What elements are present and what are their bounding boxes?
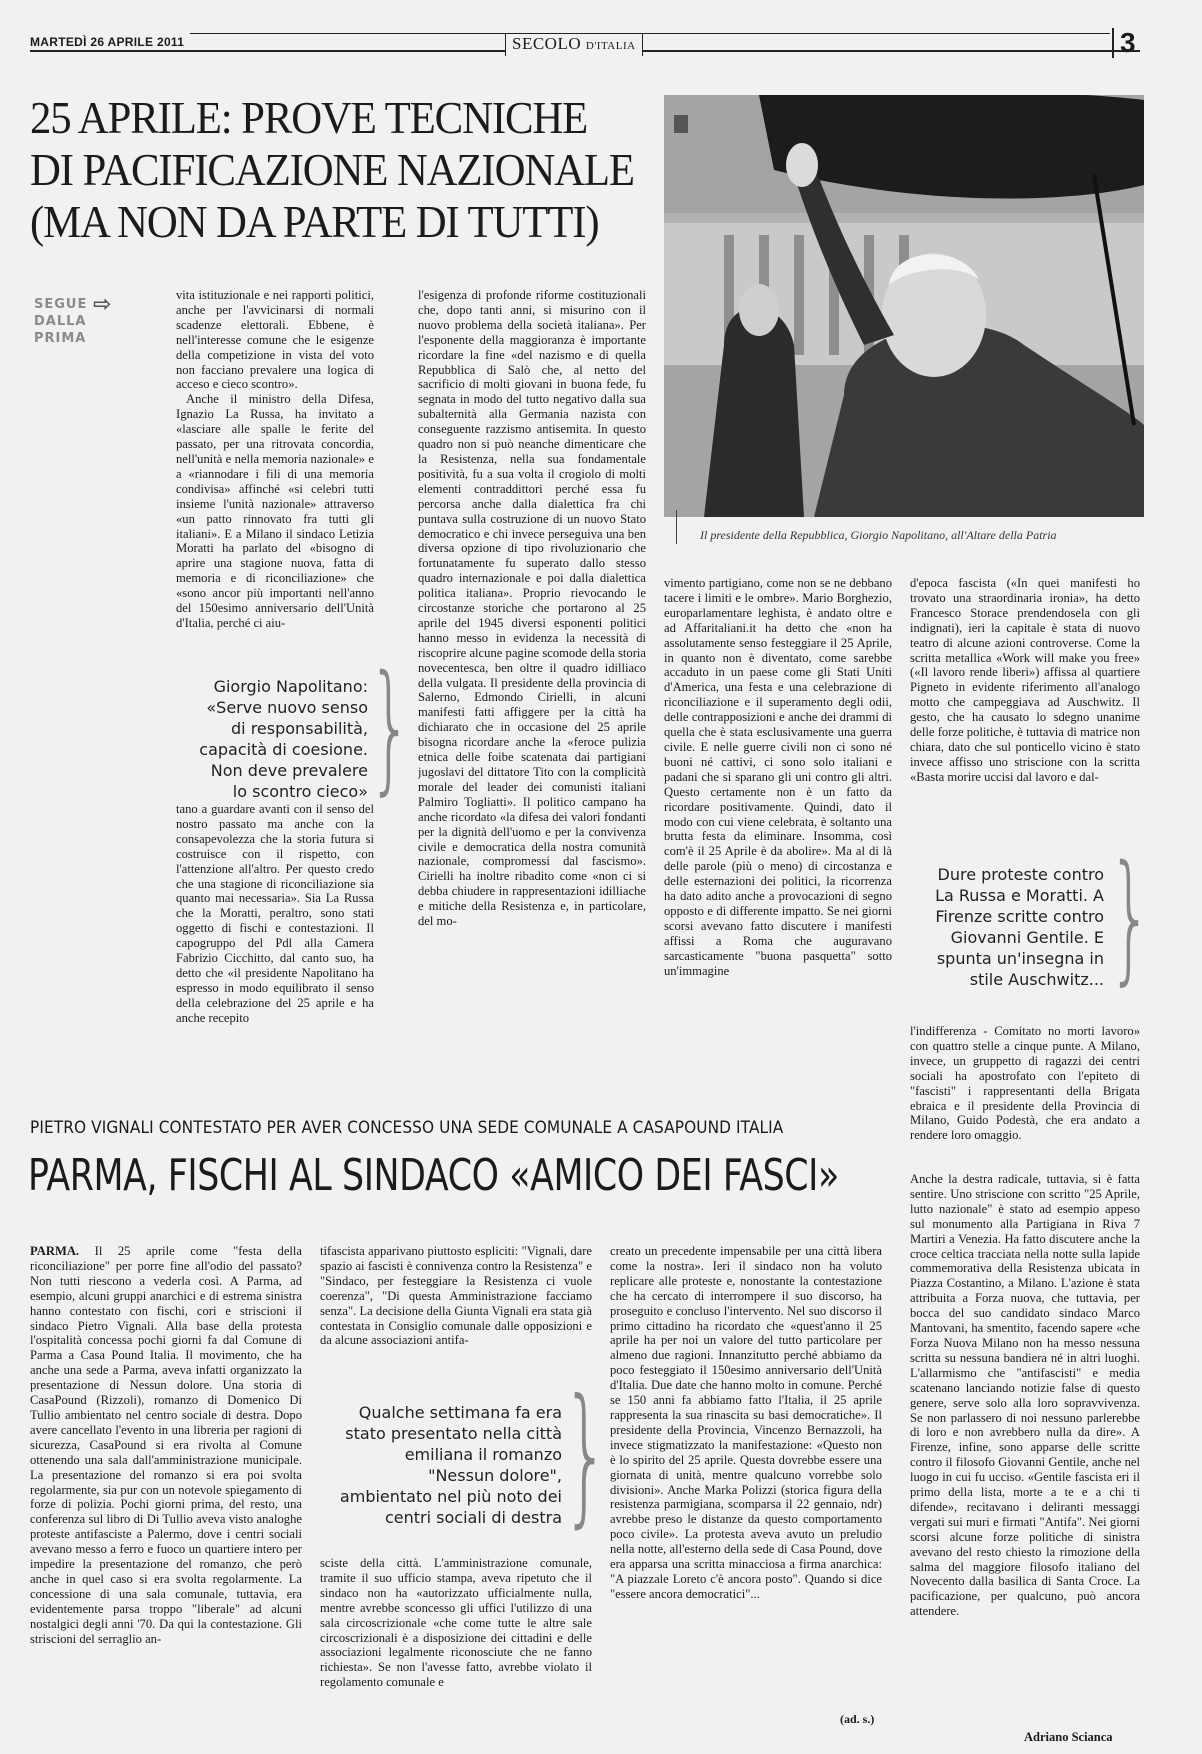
paragraph: l'indifferenza - Comitato no morti lavoro» con quattro stelle a cinque punte. A Milano, invece, un gruppetto di ragazzi dei centri sociali ha apostrofato con l'epiteto di "fascisti" i rappresentanti della Brigata ebraica e il presidente della Provincia di Milano, Guido Podestà, che era andato a rendere loro omaggio. [910, 1024, 1140, 1143]
story2-pullquote: Qualche settimana fa era stato presentato nella città emiliana il romanzo "Nessun dolore", ambientato nel più noto dei centri sociali di destra [339, 1403, 562, 1527]
paragraph: creato un precedente impensabile per una città libera come la nostra». Ieri il sindaco non ha voluto replicare alle proteste e, nonostante la contestazione che ha cercato di interrompere il suo discorso, ha proseguito e concluso l'intervento. Nel suo discorso il primo cittadino ha ricordato che «quest'anno il 25 aprile ha per noi un valore del tutto particolare per almeno due ragioni. Innanzitutto perché abbiamo da poco festeggiato il 150esimo anniversario dell'Unità d'Italia. Due date che hanno molto in comune. Perché se 150 anni fa abbiamo fatto l'Italia, il 25 aprile rappresenta la sua rinascita su basi democratiche». Il presidente della Provincia, Vincenzo Bernazzoli, ha invece stigmatizzato la manifestazione: «Questo non è lo spirito del 25 aprile. Questa dovrebbe essere una giornata di unità, mentre qualcuno vorrebbe solo divisioni». Anche Marka Polizzi (storica figura della resistenza parmigiana, scomparsa il 22 gennaio, ndr) avrebbe preso le distanze da questo comportamento poco civile». La protesta aveva avuto un preludio nella notte, all'esterno della sede di Casa Pound, dove era apparsa una scritta minacciosa a firma anarchica: "A piazzale Loreto c'è ancora posto". Quando si dice "essere ancora democratici"... [610, 1244, 882, 1601]
headline-line-1: 25 APRILE: PROVE TECNICHE [30, 92, 588, 143]
paragraph: tano a guardare avanti con il senso del nostro passato ma anche con la consapevolezza che la storia futura si costruisce con il rispetto, con l'attenzione all'altro. Per questo credo che una stagione di riconciliazione sia quanto mai necessaria». Sia La Russa che la Moratti, peraltro, sono stati oggetto di fischi e contestazioni. Il capogruppo del Pdl alla Camera Fabrizio Cicchitto, dal canto suo, ha detto che «il presidente Napolitano ha espresso in modo equilibrato il senso della celebrazione del 25 aprile e ha anche recepito [176, 802, 374, 1025]
signature-initials: (ad. s.) [840, 1712, 875, 1726]
photo-caption: Il presidente della Repubblica, Giorgio Napolitano, all'Altare della Patria [700, 528, 1057, 542]
story1-pullquote-2: Dure proteste contro La Russa e Moratti. A Firenze scritte contro Giovanni Gentile. E spunta un'insegna in stile Auschwitz... [935, 865, 1104, 989]
pullquote-brace-icon: } [368, 646, 413, 809]
paragraph: tifascista apparivano piuttosto espliciti: "Vignali, dare spazio ai fascisti è connivenza contro la Resistenza" e "Sindaco, per festeggiare la Resistenza ci vuole coerenza", "Di questa Amministrazione facciamo senza". La decisione della Giunta Vignali era stata già contestata in Consiglio comunale dalle opposizioni e da alcune associazioni antifa- [320, 1244, 592, 1348]
story1-column-4-bottom [910, 1024, 1140, 1170]
paragraph: Anche la destra radicale, tuttavia, si è fatta sentire. Uno striscione con scritto "25 Aprile, lutto nazionale" è stato ad esempio appeso sul monumento alla Partigiana in Riva 7 Martiri a Venezia. Ha fatto discutere anche la croce celtica tracciata nella notte sulla lapide commemorativa della Resistenza ubicata in Piazza Costantino, a Milano. L'azione è stata attribuita a Forza nuova, che tuttavia, per bocca del suo candidato sindaco Marco Mantovani, ha smentito, facendo sapere «che Forza Nuova Milano non ha messo nessuna scritta su nessuna bandiera né in altri luoghi. L'allarmismo che "antifascisti" e media scatenano lanciando notizie false di questo genere, serve solo alla loro sopravvivenza. Se non parlassero di noi nessuno parlerebbe di loro e non avrebbero nulla da dire». A Firenze, infine, sono apparse delle scritte contro il filosofo Giovanni Gentile, anche nel luogo in cui fu ucciso. «Gentile fascista eri il primo della lista, morte a te e a chi ti difende», recitavano i deliranti messaggi vergati sui muri e firmati "Antifa". Nei giorni scorsi alcune forze politiche di sinistra avevano del resto chiesto la rimozione della salma del maggiore filosofo italiano del Novecento dalla basilica di Santa Croce. La pacificazione, per qualcuno, può ancora attendere. [910, 1172, 1140, 1619]
story1-column-4-top [910, 576, 1140, 832]
story2-brace-icon: } [562, 1368, 610, 1542]
dateline: PARMA. [30, 1244, 80, 1258]
story2-column-1 [30, 1244, 302, 1738]
header-date: MARTEDÌ 26 APRILE 2011 [30, 35, 185, 49]
story1-column-1-bottom [176, 802, 374, 1056]
story2-headline: PARMA, FISCHI AL SINDACO «AMICO DEI FASCI» [28, 1150, 839, 1201]
header-rule-top [190, 33, 1110, 34]
paragraph: vimento partigiano, come non se ne debbano tacere i limiti e le ombre». Mario Borghezio, europarlamentare leghista, è andato oltre e ad Affaritaliani.it ha detto che «non ha assolutamente senso festeggiare il 25 Aprile, in quanto non è diventato, come sarebbe accaduto in un paese come gli Stati Uniti d'America, una festa e una celebrazione di riconciliazione e il superamento degli odii, delle contrapposizioni e anche dei drammi di quella che è stata esclusivamente una guerra civile. E nelle guerre civili non ci sono né buoni né cattivi, ci sono solo italiani e padani che si sparano gli uni contro gli altri. Questo certamente non è un fatto da ricordare positivamente. Quindi, dato il modo con cui viene celebrata, è soltanto una brutta festa da eliminare. Insomma, così com'è il 25 Aprile è da abolire». Ma al di là delle parole (più o meno) di circostanza e delle esternazioni dei politici, la ricorrenza ha dato adito anche a provocazioni di segno opposto e di differente impatto. Se nei giorni scorsi avevano fatto discutere i manifesti affissi a Roma che auguravano sarcasticamente "buona pasquetta" sotto un'immagine [664, 576, 892, 978]
paper-name: SECOLO [512, 34, 582, 53]
seque-line-2: DALLA [34, 314, 87, 329]
paragraph: sciste della città. L'amministrazione comunale, tramite il suo ufficio stampa, aveva ripetuto che il sindaco non ha «autorizzato ufficialmente nulla, mentre avrebbe sconcesso gli uffici l'utilizzo di una sala circoscrizionale «che come tutte le altre sale circoscrizionali è a disposizione dei cittadini e delle associazioni legalmente riconosciute che ne fanno richiesta». Se non l'avesse fatto, avrebbe violato il regolamento comunale e [320, 1556, 592, 1690]
signature-author: Adriano Scianca [1024, 1730, 1113, 1744]
story1-column-3 [664, 576, 892, 1056]
story2-column-2-bottom [320, 1556, 592, 1736]
story2-kicker: PIETRO VIGNALI CONTESTATO PER AVER CONCESSO UNA SEDE COMUNALE A CASAPOUND ITALIA [30, 1118, 784, 1137]
story2-column-4 [910, 1172, 1140, 1726]
page-number: 3 [1112, 28, 1136, 58]
caption-rule [676, 510, 677, 544]
headline-line-2: DI PACIFICAZIONE NAZIONALE [30, 144, 634, 195]
story1-column-1-top [176, 288, 374, 644]
photo-napolitano [664, 95, 1144, 517]
story2-column-2-top [320, 1244, 592, 1364]
story1-pullquote: Giorgio Napolitano: «Serve nuovo senso di responsabilità, capacità di coesione. Non deve prevalere lo scontro cieco» [199, 677, 368, 801]
paragraph: d'epoca fascista («In quei manifesti ho trovato una straordinaria ironia», ha detto Francesco Storace prendendosela con gli indignati), ieri la capitale è stata di nuovo teatro di alcune azioni controverse. Come la scritta metallica «Work will make you free» («Il lavoro rende liberi») affissa al quartiere Pigneto in evidente riferimento all'analogo motto che campeggiava ad Auschwitz. Il gesto, che ha causato lo sdegno unanime delle forze politiche, è tuttavia di matrice non chiara, dato che sul ponticello vicino è stato invece affisso uno striscione con la scritta «Basta morire uccisi dal lavoro e dal- [910, 576, 1140, 784]
paragraph: Anche il ministro della Difesa, Ignazio La Russa, ha invitato a «lasciare alle spalle le ferite del passato, per una ritrovata concordia, nell'unità e nella memoria nazionale» e a «riannodare i fili di una memoria condivisa» affinché «si celebri tutti insieme l'unità nazionale» attraverso «un patto rinnovato fra tutti gli italiani». E a Milano il sindaco Letizia Moratti ha parlato del «bisogno di aprire una stagione nuova, fatta di memoria e di riconciliazione» che «sono ancor più importanti nell'anno del 150esimo anniversario dell'Unità d'Italia, perché ci aiu- [176, 392, 374, 630]
seque-line-3: PRIMA [34, 331, 87, 346]
photo-illustration [664, 95, 1144, 517]
paragraph-text: Il 25 aprile come "festa della riconciliazione" per porre fine all'odio del passato? Non tutti riescono a vederla così. A Parma, ad esempio, alcuni gruppi anarchici e di estrema sinistra hanno contestato con fischi, cori e striscioni il sindaco Pietro Vignali. Alla base della protesta l'ospitalità concessa pochi giorni fa dal Comune di Parma a Casa Pound Italia. Il movimento, che ha anche una sede a Parma, aveva infatti organizzato la presentazione di Nessun dolore. Una storia di CasaPound (Rizzoli), romanzo di Domenico Di Tullio ambientato nel centro sociale di destra. Dopo avere cancellato l'evento in una libreria per ragioni di sicurezza, CasaPound si era rivolta al Comune ottenendo una sala dall'amministrazione municipale. La presentazione del romanzo si era poi svolta regolarmente, sia pur con un notevole spiegamento di forze di polizia. Pochi giorni prima, del resto, una conferenza sul libro di Di Tullio aveva visto analoghe proteste antifasciste a Palermo, dove i centri sociali avevano messo a ferro e fuoco un quartiere intero per impedire la presentazione del romanzo, che però anche in quel caso si era svolta regolarmente. La concessione di una sala comunale, tuttavia, era evidentemente parsa troppo "liberale" ad alcuni nostalgici degli anni '70. Da qui la contestazione. Gli striscioni del serraglio an- [30, 1244, 302, 1646]
seque-line-1: SEGUE [34, 297, 88, 312]
paragraph: vita istituzionale e nei rapporti politici, anche per l'avvicinarsi di normali scadenze elettorali. Ebbene, è nell'interesse comune che le esigenze della competizione in vista del voto non facciano prevalere una logica di acceso e cieco scontro». [176, 288, 374, 392]
paragraph [30, 1244, 302, 1646]
continued-from-front [34, 292, 113, 347]
header-paper-name [505, 34, 643, 56]
paragraph: l'esigenza di profonde riforme costituzionali che, dopo tanti anni, si misurino con il nuovo problema della società italiana». Per l'esponente della maggioranza è importante ricordare la fine «del nazismo e di quella Repubblica di Salò che, al netto del sacrificio di molti giovani in buona fede, fu segnata in modo del tutto negativo dalla sua subalternità alla Germania nazista con conseguente razzismo antisemita. In questo quadro non si può neanche dimenticare che la Resistenza, nella sua fondamentale positività, fu a sua volta il crogiolo di molti elementi contraddittori perché essa fu percorsa anche dalla dialettica fra chi puntava sulla costruzione di un nuovo Stato democratico e chi invece perseguiva una ben diversa opzione di tipo rivoluzionario che fortunatamente fu superato dallo stesso quadro internazionale e poi dalla dialettica politica italiana». Proprio rievocando le circostanze storiche che portarono al 25 aprile del 1945 diversi esponenti politici hanno messo in evidenza la necessità di riscoprire alcune pagine scomode della storia novecentesca, ben oltre il quadro idilliaco della vulgata. Il presidente della provincia di Salerno, Edmondo Cirielli, in alcuni manifesti fatti affiggere per la città ha dichiarato che in occasione del 25 aprile bisogna ricordare anche la «feroce pulizia etnica delle foibe scatenata dai partigiani jugoslavi del dittatore Tito con la complicità morale del leader dei comunisti italiani Palmiro Togliatti». Il politico campano ha anche ricordato «la difesa dei valori fondanti per la dignità dell'uomo e per la convivenza civile e democratica della nostra comunità nazionale, compromessi dal fascismo». Cirielli ha inoltre ribadito come «non ci si debba chiudere in rappresentazioni idilliache e mitiche della Resistenza e, in particolare, del mo- [418, 288, 646, 929]
story2-column-3 [610, 1244, 882, 1704]
story1-column-2 [418, 288, 646, 1056]
paper-suffix: D'ITALIA [585, 40, 636, 52]
arrow-right-icon: ⇨ [92, 292, 113, 317]
headline-line-3: (MA NON DA PARTE DI TUTTI) [30, 196, 599, 247]
story1-headline [30, 92, 634, 248]
pullquote2-brace-icon: } [1108, 836, 1153, 999]
